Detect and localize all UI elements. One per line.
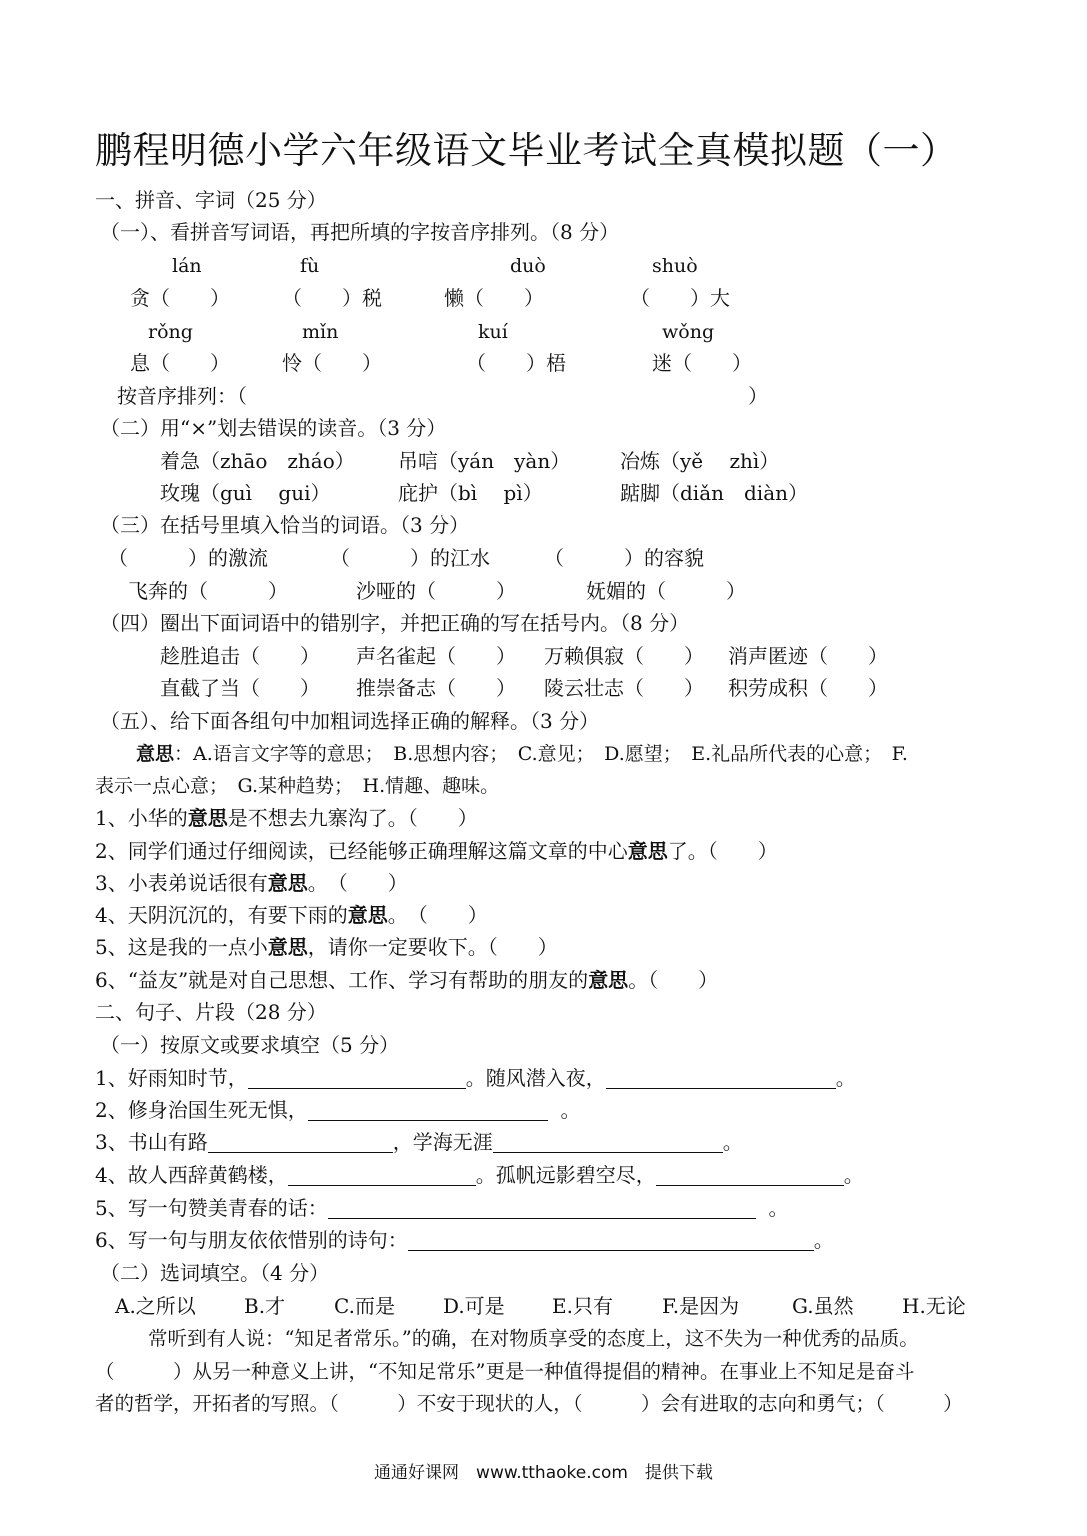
reading-item[interactable]: 着急（zhāo zháo） <box>160 449 355 473</box>
word-item[interactable]: （ ）大 <box>630 286 730 310</box>
option: G.虽然 <box>792 1294 854 1318</box>
fill-line-6: 6、写一句与朋友依依惜别的诗句： 。 <box>95 1228 834 1252</box>
fill-line-4: 4、故人西辞黄鹤楼， 。孤帆远影碧空尽， 。 <box>95 1163 864 1187</box>
answer-blank[interactable] <box>288 1165 476 1186</box>
typo-item[interactable]: 推崇备志（ ） <box>356 676 516 700</box>
question-4[interactable]: 4、天阴沉沉的，有要下雨的意思。 （ ） <box>95 903 488 927</box>
answer-blank[interactable] <box>208 1132 393 1153</box>
fill-item[interactable]: 妩媚的（ ） <box>586 579 746 603</box>
typo-item[interactable]: 声名雀起（ ） <box>356 644 516 668</box>
pinyin-kui: kuí <box>478 321 508 343</box>
option: B.才 <box>244 1294 286 1318</box>
part-2-1-heading: （一）按原文或要求填空（5 分） <box>100 1033 400 1057</box>
passage-line-1: 常听到有人说：“知足者常乐。”的确，在对物质享受的态度上，这不失为一种优秀的品质。 <box>148 1327 919 1350</box>
option: E.只有 <box>552 1294 613 1318</box>
passage-line-2[interactable]: （ ）从另一种意义上讲，“不知足常乐”更是一种值得提倡的精神。在事业上不知足是奋斗 <box>95 1360 915 1383</box>
pinyin-wong: wǒng <box>662 321 715 343</box>
passage-line-3[interactable]: 者的哲学，开拓者的写照。（ ）不安于现状的人，（ ）会有进取的志向和勇气；（ ） <box>95 1392 963 1415</box>
reading-item[interactable]: 踮脚（diǎn diàn） <box>620 481 809 505</box>
reading-item[interactable]: 冶炼（yě zhì） <box>620 449 780 473</box>
fill-line-1: 1、好雨知时节， 。随风潜入夜， 。 <box>95 1066 856 1090</box>
word-item[interactable]: 息（ ） <box>130 351 230 375</box>
option: C.而是 <box>334 1294 395 1318</box>
answer-blank[interactable] <box>493 1132 723 1153</box>
word-item[interactable]: 贪（ ） <box>130 286 230 310</box>
section-1-heading: 一、拼音、字词（25 分） <box>95 188 327 212</box>
part-2-2-heading: （二）选词填空。（4 分） <box>100 1261 330 1285</box>
answer-blank[interactable] <box>656 1165 844 1186</box>
answer-blank[interactable] <box>606 1068 836 1089</box>
typo-item[interactable]: 直截了当（ ） <box>160 676 320 700</box>
typo-item[interactable]: 趁胜追击（ ） <box>160 644 320 668</box>
typo-item[interactable]: 积劳成积（ ） <box>728 676 888 700</box>
question-3[interactable]: 3、小表弟说话很有意思。 （ ） <box>95 871 408 895</box>
option: H.无论 <box>902 1294 966 1318</box>
part-5-heading: （五）、给下面各组句中加粗词选择正确的解释。（3 分） <box>100 709 600 733</box>
question-1[interactable]: 1、小华的意思是不想去九寨沟了。（ ） <box>95 806 478 830</box>
question-2[interactable]: 2、同学们通过仔细阅读，已经能够正确理解这篇文章的中心意思了。（ ） <box>95 839 778 863</box>
option: A.之所以 <box>115 1294 196 1318</box>
part-1-heading: （一）、看拼音写词语，再把所填的字按音序排列。（8 分） <box>100 220 620 244</box>
word-item[interactable]: 迷（ ） <box>652 351 752 375</box>
fill-item[interactable]: （ ）的激流 <box>108 546 268 570</box>
part-2-heading: （二）用“×”划去错误的读音。（3 分） <box>100 416 447 440</box>
typo-item[interactable]: 消声匿迹（ ） <box>728 644 888 668</box>
definition-line-2: 表示一点心意； G.某种趋势； H.情趣、趣味。 <box>95 775 500 797</box>
answer-blank[interactable] <box>328 1198 756 1219</box>
section-2-heading: 二、句子、片段（28 分） <box>95 1000 327 1024</box>
word-item[interactable]: 懒（ ） <box>444 286 544 310</box>
question-5[interactable]: 5、这是我的一点小意思，请你一定要收下。（ ） <box>95 935 558 959</box>
word-item[interactable]: （ ）梧 <box>466 351 566 375</box>
answer-blank[interactable] <box>408 1230 814 1251</box>
pinyin-lan: lán <box>172 255 202 277</box>
part-3-heading: （三）在括号里填入恰当的词语。（3 分） <box>100 513 470 537</box>
exam-title: 鹏程明德小学六年级语文毕业考试全真模拟题（一） <box>95 129 958 172</box>
sort-end: ） <box>748 384 768 408</box>
fill-line-5: 5、写一句赞美青春的话： 。 <box>95 1196 789 1220</box>
definition-line-1: 意思：A.语言文字等的意思； B.思想内容； C.意见； D.愿望； E.礼品所代表的心意； F. <box>136 743 908 765</box>
pinyin-shuo: shuò <box>652 255 698 277</box>
fill-item[interactable]: 沙哑的（ ） <box>356 579 516 603</box>
fill-item[interactable]: （ ）的江水 <box>330 546 490 570</box>
question-6[interactable]: 6、“益友”就是对自己思想、工作、学习有帮助的朋友的意思。（ ） <box>95 968 719 992</box>
option: F.是因为 <box>662 1294 740 1318</box>
typo-item[interactable]: 陵云壮志（ ） <box>544 676 704 700</box>
reading-item[interactable]: 吊唁（yán yàn） <box>398 449 571 473</box>
fill-item[interactable]: 飞奔的（ ） <box>128 579 288 603</box>
pinyin-fu: fù <box>300 255 320 277</box>
footer-source: 通通好课网 www.tthaoke.com 提供下载 <box>374 1463 713 1483</box>
part-4-heading: （四）圈出下面词语中的错别字，并把正确的写在括号内。（8 分） <box>100 611 690 635</box>
fill-item[interactable]: （ ）的容貌 <box>544 546 704 570</box>
option: D.可是 <box>443 1294 505 1318</box>
sort-label: 按音序排列：（ <box>117 384 247 408</box>
word-item[interactable]: （ ）税 <box>282 286 382 310</box>
reading-item[interactable]: 庇护（bì pì） <box>398 481 543 505</box>
word-item[interactable]: 怜（ ） <box>282 351 382 375</box>
pinyin-min: mǐn <box>302 321 339 343</box>
typo-item[interactable]: 万赖俱寂（ ） <box>544 644 704 668</box>
pinyin-rong: rǒng <box>148 321 193 343</box>
pinyin-duo: duò <box>510 255 546 277</box>
answer-blank[interactable] <box>308 1100 548 1121</box>
fill-line-2: 2、修身治国生死无惧， 。 <box>95 1098 581 1122</box>
reading-item[interactable]: 玫瑰（guì gui） <box>160 481 331 505</box>
answer-blank[interactable] <box>248 1068 466 1089</box>
fill-line-3: 3、书山有路 ，学海无涯 。 <box>95 1130 743 1154</box>
